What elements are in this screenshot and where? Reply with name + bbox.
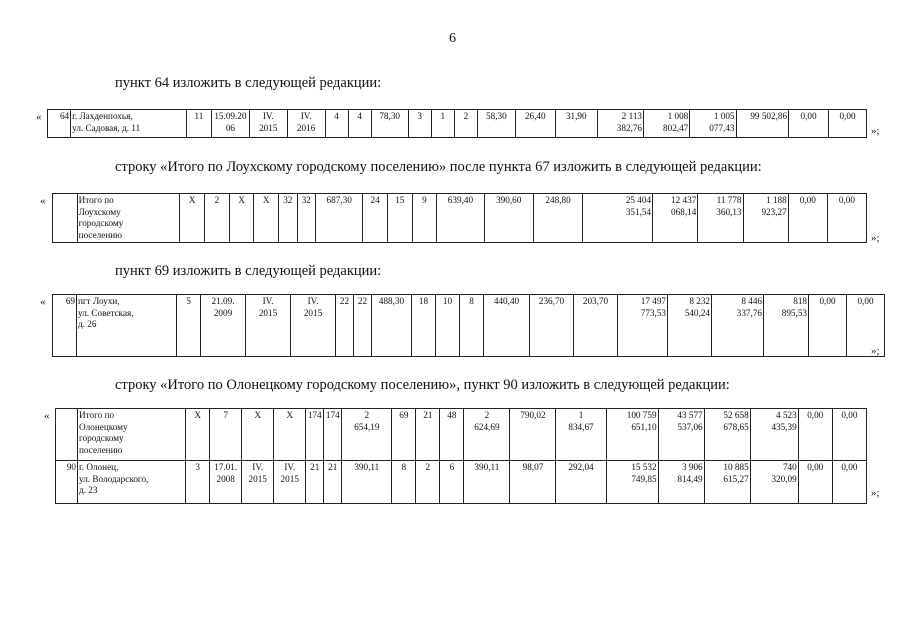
cell-line: 077,43 [709,122,735,133]
cell-line: 540,24 [684,307,710,318]
cell-line: 0,00 [799,195,816,205]
cell-line: 488,30 [378,296,405,306]
table-cell [440,461,464,504]
table-cell [246,295,291,357]
cell-line: 06 [225,122,235,133]
table-cell [77,194,180,243]
cell-line: 18 [418,296,429,306]
table-row [56,409,867,461]
cell-line: 2008 [216,473,235,484]
cell-line: 11 778 [716,195,742,205]
cell-line: 6 [449,462,455,472]
cell-line: поселению [79,444,123,455]
cell-line: 654,19 [354,421,380,432]
cell-line: 0,00 [807,462,824,472]
paragraph-item-64: пункт 64 изложить в следующей редакции: [115,75,382,91]
table-cell [658,409,704,461]
table-cell [372,295,412,357]
cell-line: 435,39 [771,421,797,432]
quote-close: »; [871,345,880,357]
cell-line: 2009 [213,307,233,318]
table-total-olonets [55,408,867,504]
table-cell [53,194,78,243]
table-cell [56,409,78,461]
cell-line: 248,80 [545,195,571,205]
table-cell [750,409,798,461]
table-cell [177,295,201,357]
table-cell [186,409,210,461]
cell-line: 15.09.20 [214,111,247,121]
cell-line: Лоухскому [78,206,121,217]
quote-close: »; [871,487,880,499]
cell-line: 32 [301,195,311,205]
cell-line: 2015 [280,473,299,484]
table-cell [658,461,704,504]
cell-line: 834,67 [568,421,594,432]
cell-line: 9 [422,195,427,205]
table-cell [371,110,408,138]
table-cell [279,194,298,243]
paragraph-total-olonets: строку «Итого по Олонецкому городскому поселению», пункт 90 изложить в следующей редакции: [115,377,730,393]
cell-line: 320,09 [771,473,797,484]
cell-line: 390,11 [474,462,500,472]
table-cell [274,409,306,461]
table-cell [484,194,533,243]
cell-line: 21 [310,462,320,472]
table-cell [186,110,211,138]
table-cell [764,295,809,357]
cell-line: 12 437 [671,195,697,205]
cell-line: 337,76 [736,307,762,318]
cell-line: 0,00 [841,462,858,472]
table-cell [597,110,643,138]
cell-line: X [254,410,262,420]
cell-line: 292,04 [568,462,594,472]
table-cell [229,194,254,243]
table-cell [306,461,324,504]
table-cell [644,110,690,138]
cell-line: г. Лахденпохья, [72,111,133,121]
table-cell [460,295,484,357]
cell-line: 64 [59,111,70,121]
cell-line: 0,00 [819,296,836,306]
cell-line: 15 [395,195,405,205]
cell-line: д. 23 [79,485,98,496]
cell-line: 203,70 [582,296,609,306]
table-cell [606,461,658,504]
table-cell [363,194,388,243]
table-cell [342,461,392,504]
table-cell [750,461,798,504]
table-cell [48,110,71,138]
table-cell [210,409,242,461]
table-cell [510,461,556,504]
cell-line: 21.09. [211,296,235,306]
table-cell [437,194,484,243]
cell-line: 90 [66,462,77,472]
table-cell [324,409,342,461]
table-cell [78,461,186,504]
cell-line: 69 [65,296,75,306]
table-cell [291,295,336,357]
cell-line: 22 [339,296,350,306]
table-cell [829,110,867,138]
cell-line: 773,53 [640,307,666,318]
cell-line: 624,69 [474,421,500,432]
cell-line: 0,00 [857,296,874,306]
cell-line: 615,27 [723,473,749,484]
table-cell [555,110,597,138]
table-cell [324,461,342,504]
cell-line: 69 [399,410,409,420]
table-cell [416,461,440,504]
cell-line: поселению [78,229,123,240]
page-number: 6 [449,31,456,46]
table-cell [186,461,210,504]
table-cell [798,409,832,461]
table-cell [77,295,177,357]
table-cell [56,461,78,504]
cell-line: 5 [186,296,191,306]
cell-line: 4 [334,111,339,121]
cell-line: 639,40 [447,195,474,205]
cell-line: 1 [578,410,584,420]
table-cell [653,194,698,243]
table-cell [408,110,431,138]
cell-line: пгт Лоухи, [78,296,120,306]
cell-line: г. Олонец, [79,462,119,472]
cell-line: ул. Садовая, д. 11 [72,122,141,133]
cell-line: IV. [252,462,264,472]
cell-line: 818 [793,296,807,306]
table-row [53,295,885,357]
cell-line: 25 404 [625,195,652,205]
cell-line: 32 [283,195,293,205]
cell-line: Олонецкому [79,421,128,432]
table-cell [533,194,582,243]
cell-line: 351,54 [625,206,652,217]
table-cell [249,110,287,138]
cell-line: 790,02 [520,410,546,420]
table-cell [827,194,866,243]
table-cell [325,110,348,138]
cell-line: 749,85 [631,473,657,484]
cell-line: 068,14 [671,206,697,217]
cell-line: Итого по [78,195,114,205]
cell-line: 48 [447,410,457,420]
table-cell [556,409,606,461]
cell-line: 8 [469,296,474,306]
cell-line: X [238,195,245,205]
cell-line: Итого по [79,410,115,420]
cell-line: 2015 [248,473,267,484]
cell-line: 100 759 [626,410,657,420]
cell-line: 3 [417,111,422,121]
table-cell [306,409,324,461]
table-cell [416,409,440,461]
table-row [48,110,867,138]
table-cell [690,110,736,138]
cell-line: 99 502,86 [750,111,788,121]
table-cell [336,295,354,357]
cell-line: 3 [195,462,200,472]
cell-line: д. 26 [78,319,97,330]
cell-line: 2015 [303,307,323,318]
table-cell [254,194,279,243]
table-cell [832,461,866,504]
cell-line: 1 008 [667,111,689,121]
cell-line: 43 577 [677,410,703,420]
cell-line: IV. [262,111,274,121]
quote-open: « [36,111,42,123]
cell-line: городскому [79,433,124,444]
table-cell [53,295,77,357]
table-cell [832,409,866,461]
cell-line: 8 446 [741,296,762,306]
table-cell [809,295,847,357]
table-cell [606,409,658,461]
table-cell [736,110,789,138]
table-cell [297,194,316,243]
cell-line: 2015 [259,122,278,133]
table-cell [477,110,515,138]
cell-line: 58,30 [486,111,507,121]
cell-line: 8 232 [689,296,710,306]
cell-line: 21 [423,410,433,420]
cell-line: 382,76 [616,122,643,133]
cell-line: 2016 [296,122,316,133]
cell-line: 2015 [258,307,278,318]
cell-line: 0,00 [807,410,824,420]
cell-line: 1 [440,111,446,121]
cell-line: 4 523 [776,410,797,420]
cell-line: 678,65 [723,421,749,432]
table-cell [712,295,764,357]
quote-open: « [44,410,50,422]
table-cell [464,461,510,504]
cell-line: 2 113 [621,111,643,121]
table-cell [618,295,668,357]
cell-line: 740 [782,462,797,472]
cell-line: IV. [262,296,274,306]
table-cell [242,409,274,461]
cell-line: X [262,195,270,205]
cell-line: IV. [307,296,319,306]
table-cell [583,194,653,243]
cell-line: 2 [214,195,220,205]
table-cell [743,194,788,243]
cell-line: 360,13 [716,206,742,217]
cell-line: 4 [357,111,362,121]
cell-line: ул. Володарского, [79,473,149,484]
cell-line: 52 658 [723,410,749,420]
cell-line: 1 188 [766,195,787,205]
table-cell [704,461,750,504]
table-cell [205,194,230,243]
table-cell [464,409,510,461]
cell-line: 390,11 [354,462,380,472]
table-cell [530,295,574,357]
cell-line: 2 [425,462,431,472]
table-cell [392,461,416,504]
cell-line: 98,07 [522,462,544,472]
cell-line: 687,30 [326,195,352,205]
table-cell [798,461,832,504]
table-cell [412,194,437,243]
paragraph-total-loukhi: строку «Итого по Лоухскому городскому поселению» после пункта 67 изложить в следующей редакции: [115,159,762,175]
cell-line: 814,49 [677,473,703,484]
table-cell [201,295,246,357]
table-cell [510,409,556,461]
cell-line: 17 497 [640,296,666,306]
table-cell [242,461,274,504]
quote-open: « [40,195,46,207]
cell-line: X [188,195,196,205]
cell-line: 78,30 [379,111,400,121]
table-cell [484,295,530,357]
cell-line: 22 [357,296,368,306]
cell-line: 15 532 [631,462,657,472]
table-cell [698,194,743,243]
cell-line: 440,40 [493,296,520,306]
cell-line: 26,40 [524,111,546,121]
paragraph-item-69: пункт 69 изложить в следующей редакции: [115,263,382,279]
cell-line: 1 005 [713,111,735,121]
cell-line: 11 [194,111,204,121]
cell-line: 174 [307,410,322,420]
cell-line: 0,00 [838,195,855,205]
table-total-loukhi [52,193,867,243]
cell-line: ул. Советская, [78,307,134,318]
cell-line: 0,00 [839,111,856,121]
table-cell [436,295,460,357]
table-cell [316,194,363,243]
cell-line: 17.01. [214,462,238,472]
table-cell [210,461,242,504]
cell-line: 174 [325,410,340,420]
cell-line: 236,70 [538,296,565,306]
table-cell [387,194,412,243]
table-cell [454,110,477,138]
table-cell [392,409,416,461]
cell-line: 2 [364,410,370,420]
cell-line: 10 885 [723,462,749,472]
table-cell [211,110,249,138]
quote-close: »; [871,232,880,244]
cell-line: 651,10 [631,421,657,432]
table-cell [788,194,827,243]
cell-line: IV. [300,111,312,121]
table-cell [668,295,712,357]
table-cell [287,110,325,138]
cell-line: 10 [442,296,453,306]
cell-line: 3 906 [681,462,703,472]
cell-line: 7 [223,410,228,420]
table-cell [274,461,306,504]
table-cell [78,409,186,461]
cell-line: 390,60 [496,195,522,205]
cell-line: 0,00 [841,410,858,420]
table-item-64 [47,109,867,138]
cell-line: X [286,410,294,420]
cell-line: 24 [370,195,380,205]
cell-line: 2 [463,111,469,121]
table-cell [348,110,371,138]
cell-line: 0,00 [800,111,817,121]
table-cell [180,194,205,243]
cell-line: 31,90 [565,111,587,121]
cell-line: X [194,410,201,420]
quote-close: »; [871,125,880,137]
cell-line: 2 [484,410,490,420]
table-item-69 [52,294,885,357]
cell-line: городскому [78,218,124,229]
table-cell [354,295,372,357]
cell-line: 895,53 [781,307,807,318]
table-cell [789,110,829,138]
cell-line: 537,06 [677,421,703,432]
cell-line: 802,47 [663,122,689,133]
cell-line: IV. [284,462,296,472]
table-cell [515,110,555,138]
cell-line: 21 [328,462,338,472]
table-cell [412,295,436,357]
table-cell [704,409,750,461]
table-cell [556,461,606,504]
table-cell [574,295,618,357]
table-cell [342,409,392,461]
quote-open: « [40,296,46,308]
table-row [53,194,867,243]
table-cell [71,110,187,138]
cell-line: 8 [401,462,407,472]
cell-line: 923,27 [761,206,787,217]
table-cell [440,409,464,461]
table-cell [431,110,454,138]
table-row [56,461,867,504]
